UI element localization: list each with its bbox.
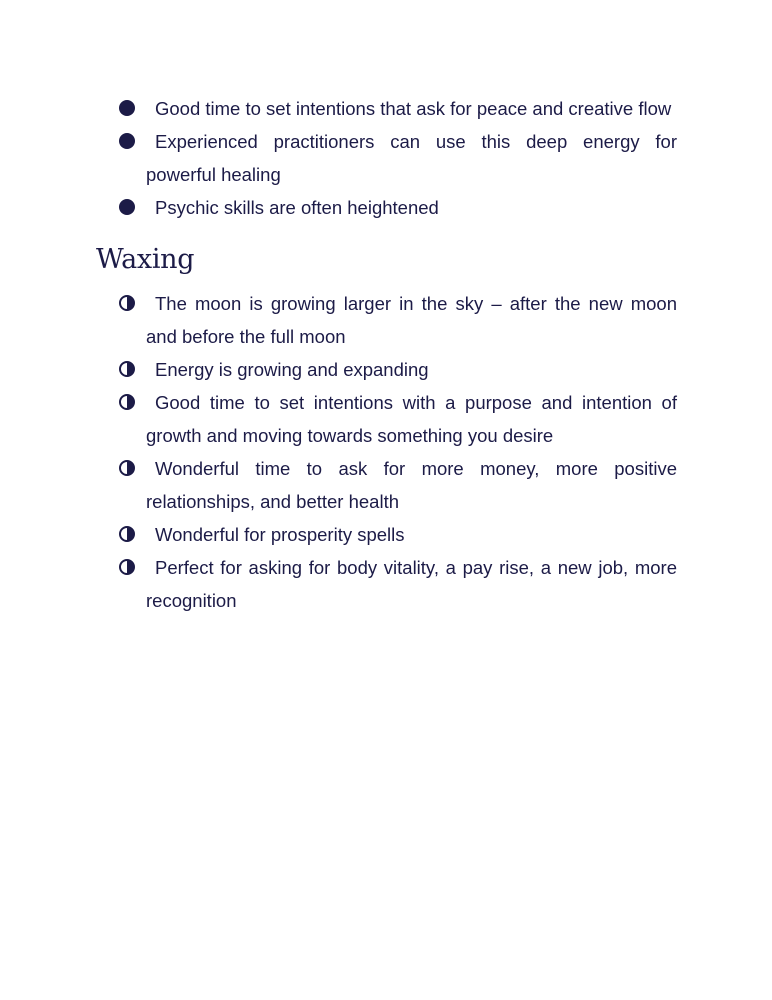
list-item bbox=[117, 551, 677, 617]
waxing-list bbox=[117, 287, 677, 617]
list-item bbox=[117, 386, 677, 452]
section-heading-waxing: Waxing bbox=[96, 244, 195, 275]
waxing-moon-icon bbox=[119, 526, 135, 542]
waxing-moon-icon bbox=[119, 460, 135, 476]
list-item-text: Experienced practitioners can use this deep energy for powerful healing bbox=[146, 131, 677, 185]
list-item-text: Wonderful time to ask for more money, more positive relationships, and better health bbox=[146, 458, 677, 512]
waxing-moon-icon bbox=[119, 394, 135, 410]
list-item-text: The moon is growing larger in the sky – after the new moon and before the full moon bbox=[146, 293, 677, 347]
list-item bbox=[117, 452, 677, 518]
full-dark-circle-icon bbox=[119, 199, 135, 215]
list-item-text: Good time to set intentions that ask for peace and creative flow bbox=[155, 98, 672, 119]
list-item-text: Wonderful for prosperity spells bbox=[155, 524, 405, 545]
full-dark-circle-icon bbox=[119, 100, 135, 116]
list-item bbox=[117, 92, 677, 125]
waxing-moon-icon bbox=[119, 295, 135, 311]
list-item-text: Psychic skills are often heightened bbox=[155, 197, 439, 218]
list-item-text: Energy is growing and expanding bbox=[155, 359, 429, 380]
waxing-moon-icon bbox=[119, 361, 135, 377]
list-item-text: Good time to set intentions with a purpose and intention of growth and moving towards something you desire bbox=[146, 392, 677, 446]
list-item bbox=[117, 287, 677, 353]
list-item bbox=[117, 125, 677, 191]
list-item bbox=[117, 518, 677, 551]
full-dark-circle-icon bbox=[119, 133, 135, 149]
list-item bbox=[117, 191, 677, 224]
new-moon-list bbox=[117, 92, 677, 224]
list-item bbox=[117, 353, 677, 386]
list-item-text: Perfect for asking for body vitality, a pay rise, a new job, more recognition bbox=[146, 557, 677, 611]
waxing-moon-icon bbox=[119, 559, 135, 575]
